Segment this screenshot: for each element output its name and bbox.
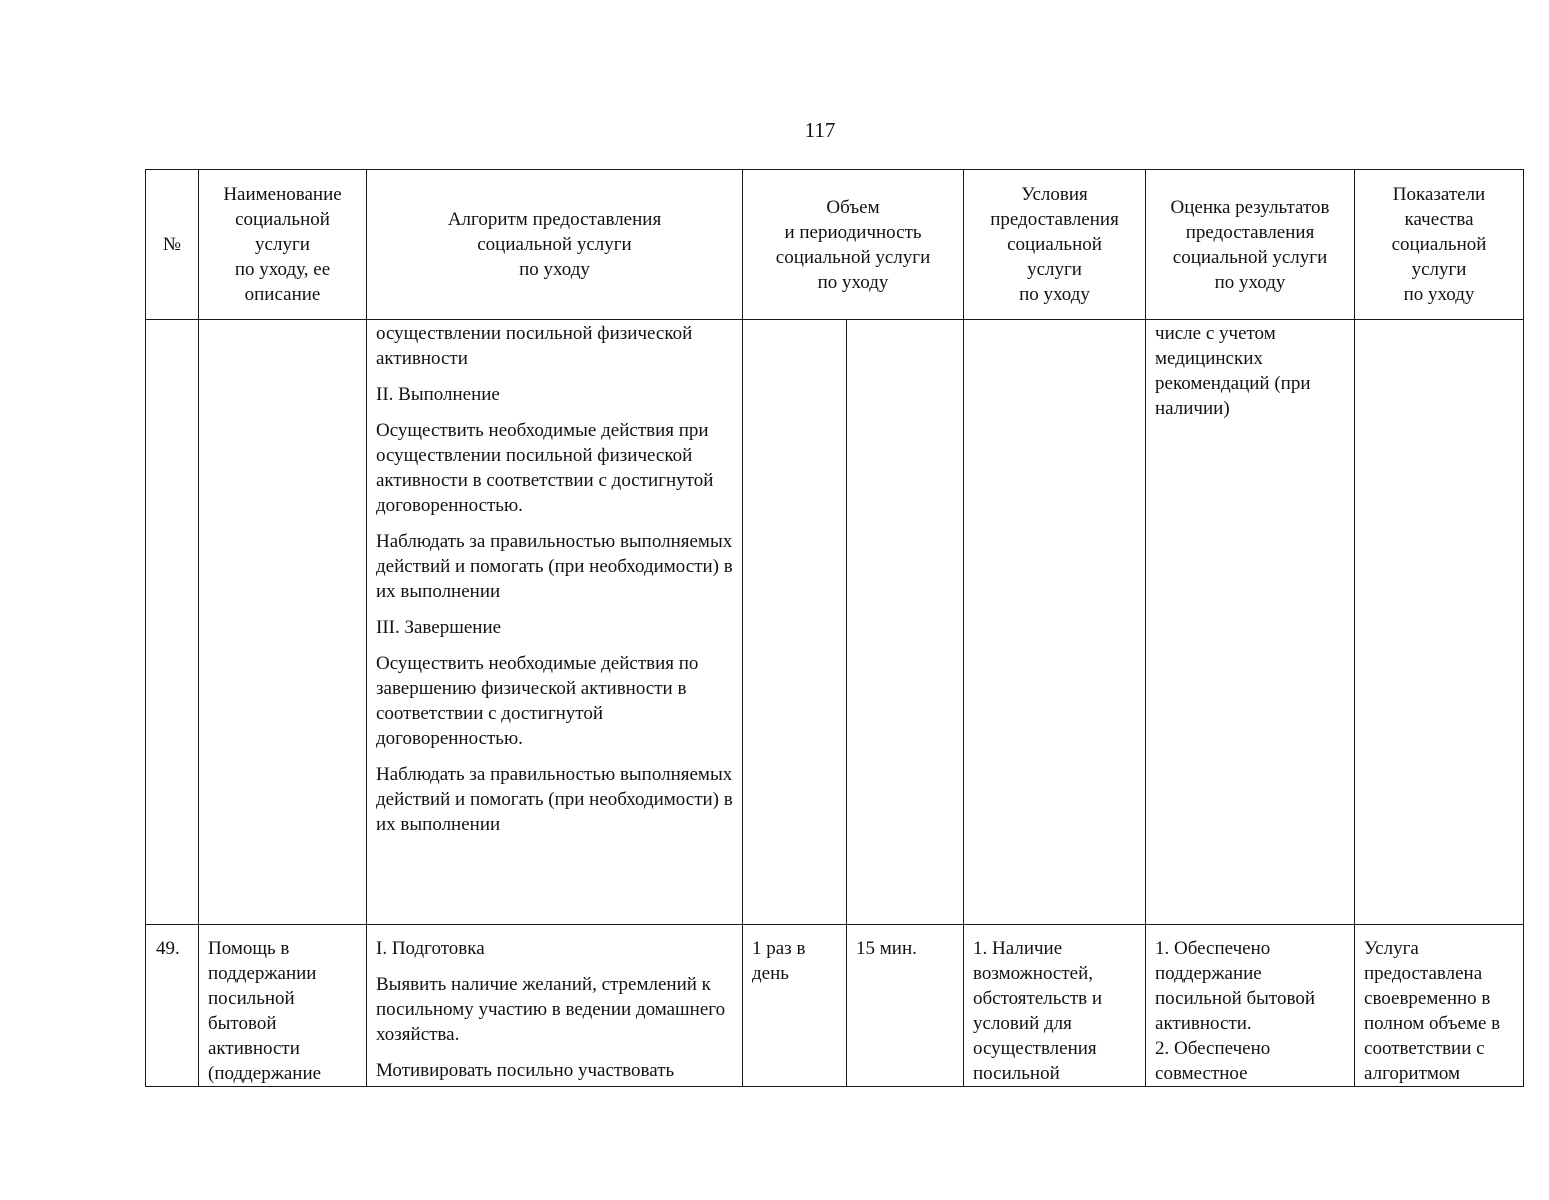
cell-name xyxy=(199,320,367,925)
algorithm-step: Наблюдать за правильностью выполняемых действий и помогать (при необходимости) в их выполнении xyxy=(376,531,733,602)
cell-duration xyxy=(847,320,964,925)
cell-duration: 15 мин. xyxy=(847,925,964,1087)
cell-assessment xyxy=(1146,925,1355,1087)
page-number: 117 xyxy=(804,118,836,142)
cell-algorithm xyxy=(367,925,743,1087)
header-assessment: Оценка результатов предоставления социальной услуги по уходу xyxy=(1146,170,1355,320)
assessment-item: 1. Обеспечено поддержание посильной бытовой активности. xyxy=(1155,938,1315,1034)
cell-conditions xyxy=(964,320,1146,925)
algorithm-step: II. Выполнение xyxy=(376,384,500,405)
algorithm-step: Наблюдать за правильностью выполняемых действий и помогать (при необходимости) в их выполнении xyxy=(376,764,733,835)
services-table xyxy=(145,169,1524,1087)
algorithm-step: III. Завершение xyxy=(376,617,502,638)
algorithm-step: Осуществить необходимые действия при осуществлении посильной физической активности в соответствии с достигнутой договоренностью. xyxy=(376,420,714,516)
table-row xyxy=(146,320,1524,925)
cell-name: Помощь в поддержании посильной бытовой активности (поддержание xyxy=(199,925,367,1087)
cell-frequency xyxy=(743,320,847,925)
algorithm-step: Мотивировать посильно участвовать xyxy=(376,1060,675,1081)
assessment-item: 2. Обеспечено совместное xyxy=(1155,1038,1271,1084)
table-header-row xyxy=(146,170,1524,320)
header-quality: Показатели качества социальной услуги по уходу xyxy=(1355,170,1524,320)
cell-frequency: 1 раз в день xyxy=(743,925,847,1087)
header-name: Наименование социальной услуги по уходу, ее описание xyxy=(199,170,367,320)
cell-num xyxy=(146,320,199,925)
header-num: № xyxy=(146,170,199,320)
cell-assessment: числе с учетом медицинских рекомендаций (при наличии) xyxy=(1146,320,1355,925)
cell-num: 49. xyxy=(146,925,199,1087)
algorithm-step: Осуществить необходимые действия по завершению физической активности в соответствии с достигнутой договоренностью. xyxy=(376,653,699,749)
algorithm-step: I. Подготовка xyxy=(376,938,485,959)
cell-algorithm xyxy=(367,320,743,925)
cell-conditions: 1. Наличие возможностей, обстоятельств и условий для осуществления посильной xyxy=(964,925,1146,1087)
header-volume: Объем и периодичность социальной услуги по уходу xyxy=(743,170,964,320)
cell-quality xyxy=(1355,320,1524,925)
header-conditions: Условия предоставления социальной услуги по уходу xyxy=(964,170,1146,320)
algorithm-step: осуществлении посильной физической активности xyxy=(376,323,693,369)
header-algorithm: Алгоритм предоставления социальной услуги по уходу xyxy=(367,170,743,320)
cell-quality: Услуга предоставлена своевременно в полном объеме в соответствии с алгоритмом xyxy=(1355,925,1524,1087)
table-row xyxy=(146,925,1524,1087)
algorithm-step: Выявить наличие желаний, стремлений к посильному участию в ведении домашнего хозяйства. xyxy=(376,974,726,1045)
